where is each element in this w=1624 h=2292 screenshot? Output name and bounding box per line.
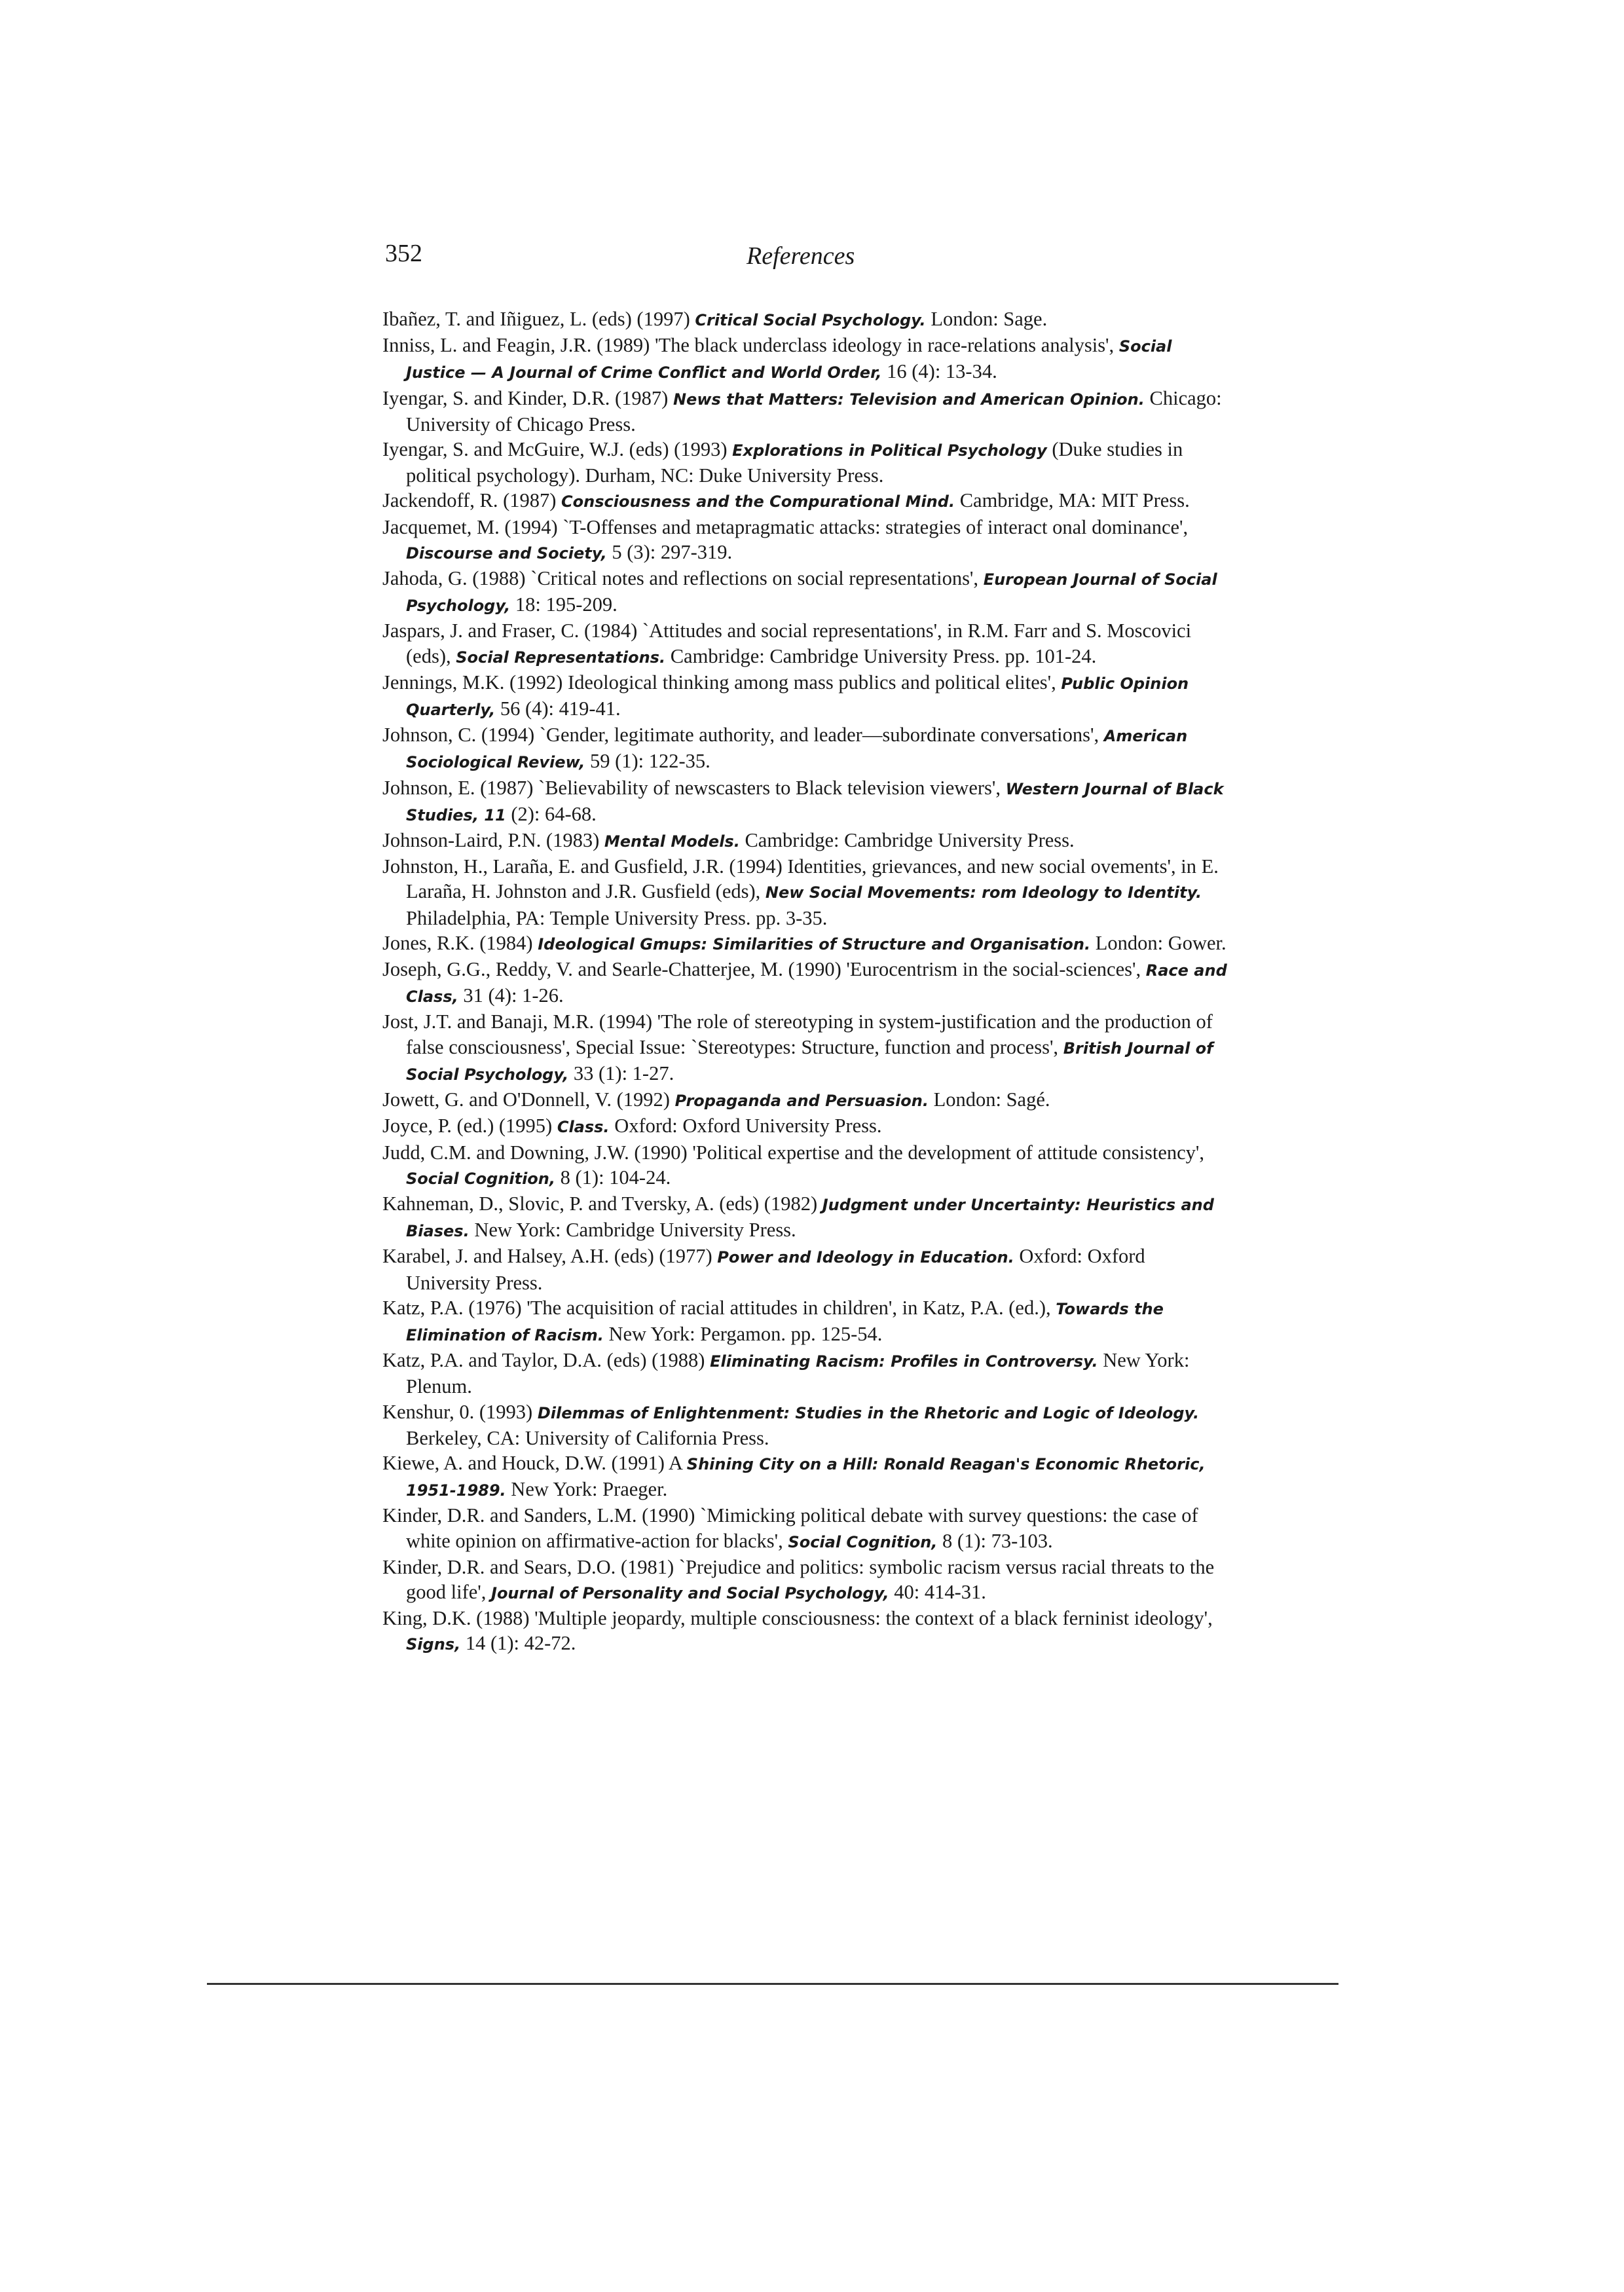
- reference-details: 59 (1): 122-35.: [585, 750, 710, 773]
- reference-text: Jackendoff, R. (1987): [382, 489, 562, 512]
- reference-text: Kenshur, 0. (1993): [382, 1400, 538, 1423]
- reference-text: Kinder, D.R. and Sanders, L.M. (1990) `Mimicking political debate with survey questions: the case of white opinion on affirmative-action for blacks',: [382, 1504, 1198, 1552]
- reference-details: Berkeley, CA: University of California Press.: [406, 1426, 769, 1449]
- reference-text: Kahneman, D., Slovic, P. and Tversky, A. (eds) (1982): [382, 1192, 822, 1215]
- reference-source-title: Class.: [557, 1118, 610, 1137]
- reference-entry: [382, 1191, 1234, 1244]
- reference-entry: [382, 1113, 1234, 1139]
- reference-source-title: News that Matters: Television and American Opinion.: [673, 390, 1145, 409]
- reference-entry: [382, 566, 1234, 618]
- reference-details: New York: Pergamon. pp. 125-54.: [603, 1322, 883, 1345]
- reference-source-title: European Journal of Social Psychology,: [406, 570, 1217, 616]
- reference-entry: [382, 1009, 1234, 1087]
- reference-source-title: Shining City on a Hill: Ronald Reagan's Economic Rhetoric, 1951-1989.: [406, 1454, 1206, 1500]
- reference-text: Johnston, H., Laraña, E. and Gusfield, J.R. (1994) Identities, grievances, and new social ovements', in E. Laraña, H. Johnston and J.R. Gusfield (eds),: [382, 855, 1219, 903]
- reference-text: Karabel, J. and Halsey, A.H. (eds) (1977): [382, 1245, 718, 1268]
- reference-details: 16 (4): 13-34.: [881, 360, 997, 383]
- reference-entry: [382, 957, 1234, 1009]
- reference-text: Johnson, E. (1987) `Believability of newscasters to Black television viewers',: [382, 776, 1006, 799]
- reference-entry: [382, 931, 1234, 957]
- reference-details: Cambridge, MA: MIT Press.: [955, 489, 1190, 512]
- reference-details: Oxford: Oxford University Press.: [609, 1115, 882, 1137]
- reference-text: Jennings, M.K. (1992) Ideological thinking among mass publics and political elites',: [382, 671, 1061, 693]
- reference-source-title: Western Journal of Black Studies, 11: [406, 779, 1224, 824]
- reference-source-title: Dilemmas of Enlightenment: Studies in the Rhetoric and Logic of Ideology.: [537, 1403, 1200, 1422]
- reference-entry: [382, 722, 1234, 775]
- reference-source-title: Social Representations.: [456, 648, 666, 667]
- reference-details: 8 (1): 104-24.: [555, 1166, 671, 1189]
- reference-details: New York: Plenum.: [406, 1349, 1190, 1398]
- reference-text: Jones, R.K. (1984): [382, 931, 538, 954]
- reference-entry: [382, 1140, 1234, 1191]
- reference-text: Johnson, C. (1994) `Gender, legitimate authority, and leader—subordinate conversations',: [382, 724, 1104, 747]
- reference-source-title: New Social Movements: rom Ideology to Identity.: [765, 883, 1202, 902]
- reference-source-title: Public Opinion Quarterly,: [406, 674, 1189, 720]
- reference-entry: [382, 333, 1234, 385]
- reference-entry: [382, 1348, 1234, 1399]
- reference-text: Joyce, P. (ed.) (1995): [382, 1115, 557, 1137]
- reference-text: Katz, P.A. (1976) 'The acquisition of racial attitudes in children', in Katz, P.A. (ed.),: [382, 1296, 1056, 1319]
- reference-source-title: Discourse and Society,: [406, 544, 607, 563]
- reference-details: 56 (4): 419-41.: [495, 697, 621, 720]
- reference-text: King, D.K. (1988) 'Multiple jeopardy, multiple consciousness: the context of a black ferninist ideology',: [382, 1607, 1213, 1630]
- reference-entry: [382, 1503, 1234, 1554]
- reference-details: (2): 64-68.: [506, 802, 597, 825]
- reference-text: Jost, J.T. and Banaji, M.R. (1994) 'The role of stereotyping in system-justification and the production of false consciousness', Special Issue: `Stereotypes: Structure, function and process',: [382, 1010, 1213, 1058]
- reference-source-title: Critical Social Psychology.: [695, 311, 926, 329]
- reference-details: 31 (4): 1-26.: [458, 984, 564, 1007]
- reference-text: Katz, P.A. and Taylor, D.A. (eds) (1988): [382, 1349, 710, 1372]
- reference-details: Philadelphia, PA: Temple University Press. pp. 3-35.: [406, 906, 828, 929]
- reference-source-title: Social Justice — A Journal of Crime Conflict and World Order,: [406, 337, 1172, 382]
- reference-entry: [382, 1451, 1234, 1503]
- reference-entry: [382, 1295, 1234, 1348]
- reference-source-title: Judgment under Uncertainty: Heuristics and Biases.: [406, 1195, 1214, 1241]
- reference-text: Kinder, D.R. and Sears, D.O. (1981) `Prejudice and politics: symbolic racism versus racial threats to the good life',: [382, 1555, 1215, 1603]
- reference-details: London: Sage.: [925, 308, 1048, 330]
- reference-source-title: Ideological Gmups: Similarities of Structure and Organisation.: [538, 934, 1091, 953]
- reference-source-title: Signs,: [406, 1635, 461, 1654]
- reference-entry: [382, 1606, 1234, 1657]
- reference-text: Jowett, G. and O'Donnell, V. (1992): [382, 1088, 675, 1111]
- reference-text: Jaspars, J. and Fraser, C. (1984) `Attitudes and social representations', in R.M. Farr and S. Moscovici (eds),: [382, 619, 1192, 667]
- reference-entry: [382, 828, 1234, 854]
- reference-source-title: British Journal of Social Psychology,: [406, 1039, 1213, 1084]
- reference-entry: [382, 437, 1234, 488]
- reference-entry: [382, 1555, 1234, 1606]
- reference-source-title: Consciousness and the Compurational Mind.: [561, 492, 955, 511]
- reference-details: 33 (1): 1-27.: [568, 1062, 674, 1084]
- reference-details: (Duke studies in political psychology). Durham, NC: Duke University Press.: [406, 438, 1183, 487]
- reference-source-title: Eliminating Racism: Profiles in Controversy.: [710, 1352, 1098, 1371]
- reference-details: Chicago: University of Chicago Press.: [406, 386, 1222, 435]
- reference-entry: [382, 775, 1234, 828]
- page-number: 352: [385, 240, 422, 267]
- reference-source-title: Social Cognition,: [788, 1532, 938, 1551]
- reference-details: London: Sagé.: [928, 1088, 1050, 1111]
- reference-details: 8 (1): 73-103.: [937, 1529, 1053, 1552]
- reference-details: New York: Praeger.: [506, 1478, 668, 1501]
- reference-entry: [382, 306, 1234, 333]
- reference-source-title: Explorations in Political Psychology: [732, 441, 1047, 460]
- reference-details: 18: 195-209.: [510, 593, 618, 616]
- reference-text: Jahoda, G. (1988) `Critical notes and reflections on social representations',: [382, 567, 984, 590]
- bottom-rule: [207, 1983, 1338, 1985]
- reference-details: London: Gower.: [1090, 931, 1227, 954]
- reference-entry: [382, 488, 1234, 514]
- reference-source-title: Propaganda and Persuasion.: [674, 1092, 929, 1111]
- reference-list: [382, 306, 1234, 1657]
- reference-text: Judd, C.M. and Downing, J.W. (1990) 'Political expertise and the development of attitude consistency',: [382, 1141, 1205, 1164]
- reference-entry: [382, 1087, 1234, 1113]
- reference-source-title: Power and Ideology in Education.: [717, 1248, 1014, 1267]
- reference-source-title: Race and Class,: [406, 961, 1227, 1007]
- reference-entry: [382, 1399, 1234, 1451]
- reference-entry: [382, 670, 1234, 722]
- reference-entry: [382, 854, 1234, 931]
- reference-source-title: Social Cognition,: [406, 1169, 555, 1188]
- reference-entry: [382, 386, 1234, 437]
- reference-text: Johnson-Laird, P.N. (1983): [382, 829, 604, 852]
- reference-details: New York: Cambridge University Press.: [469, 1219, 796, 1242]
- reference-details: Cambridge: Cambridge University Press.: [739, 829, 1075, 852]
- reference-source-title: American Sociological Review,: [406, 727, 1188, 772]
- reference-text: Joseph, G.G., Reddy, V. and Searle-Chatterjee, M. (1990) 'Eurocentrism in the social-sciences',: [382, 958, 1146, 981]
- reference-text: Inniss, L. and Feagin, J.R. (1989) 'The black underclass ideology in race-relations analysis',: [382, 334, 1119, 357]
- reference-text: Jacquemet, M. (1994) `T-Offenses and metapragmatic attacks: strategies of interact onal dominance',: [382, 515, 1189, 538]
- reference-source-title: Towards the Elimination of Racism.: [406, 1299, 1164, 1344]
- reference-details: Cambridge: Cambridge University Press. pp. 101-24.: [665, 644, 1097, 667]
- reference-details: 14 (1): 42-72.: [460, 1632, 576, 1655]
- reference-details: 40: 414-31.: [889, 1580, 986, 1603]
- reference-text: Ibañez, T. and Iñiguez, L. (eds) (1997): [382, 308, 695, 330]
- reference-entry: [382, 1244, 1234, 1295]
- reference-source-title: Mental Models.: [604, 832, 740, 851]
- running-head: References: [747, 242, 855, 270]
- reference-text: Kiewe, A. and Houck, D.W. (1991) A: [382, 1451, 687, 1474]
- reference-details: 5 (3): 297-319.: [606, 540, 733, 563]
- reference-text: Iyengar, S. and Kinder, D.R. (1987): [382, 386, 673, 409]
- reference-entry: [382, 618, 1234, 669]
- reference-text: Iyengar, S. and McGuire, W.J. (eds) (1993): [382, 438, 733, 461]
- reference-source-title: Journal of Personality and Social Psychology,: [491, 1583, 889, 1602]
- reference-entry: [382, 515, 1234, 566]
- reference-details: Oxford: Oxford University Press.: [406, 1245, 1145, 1294]
